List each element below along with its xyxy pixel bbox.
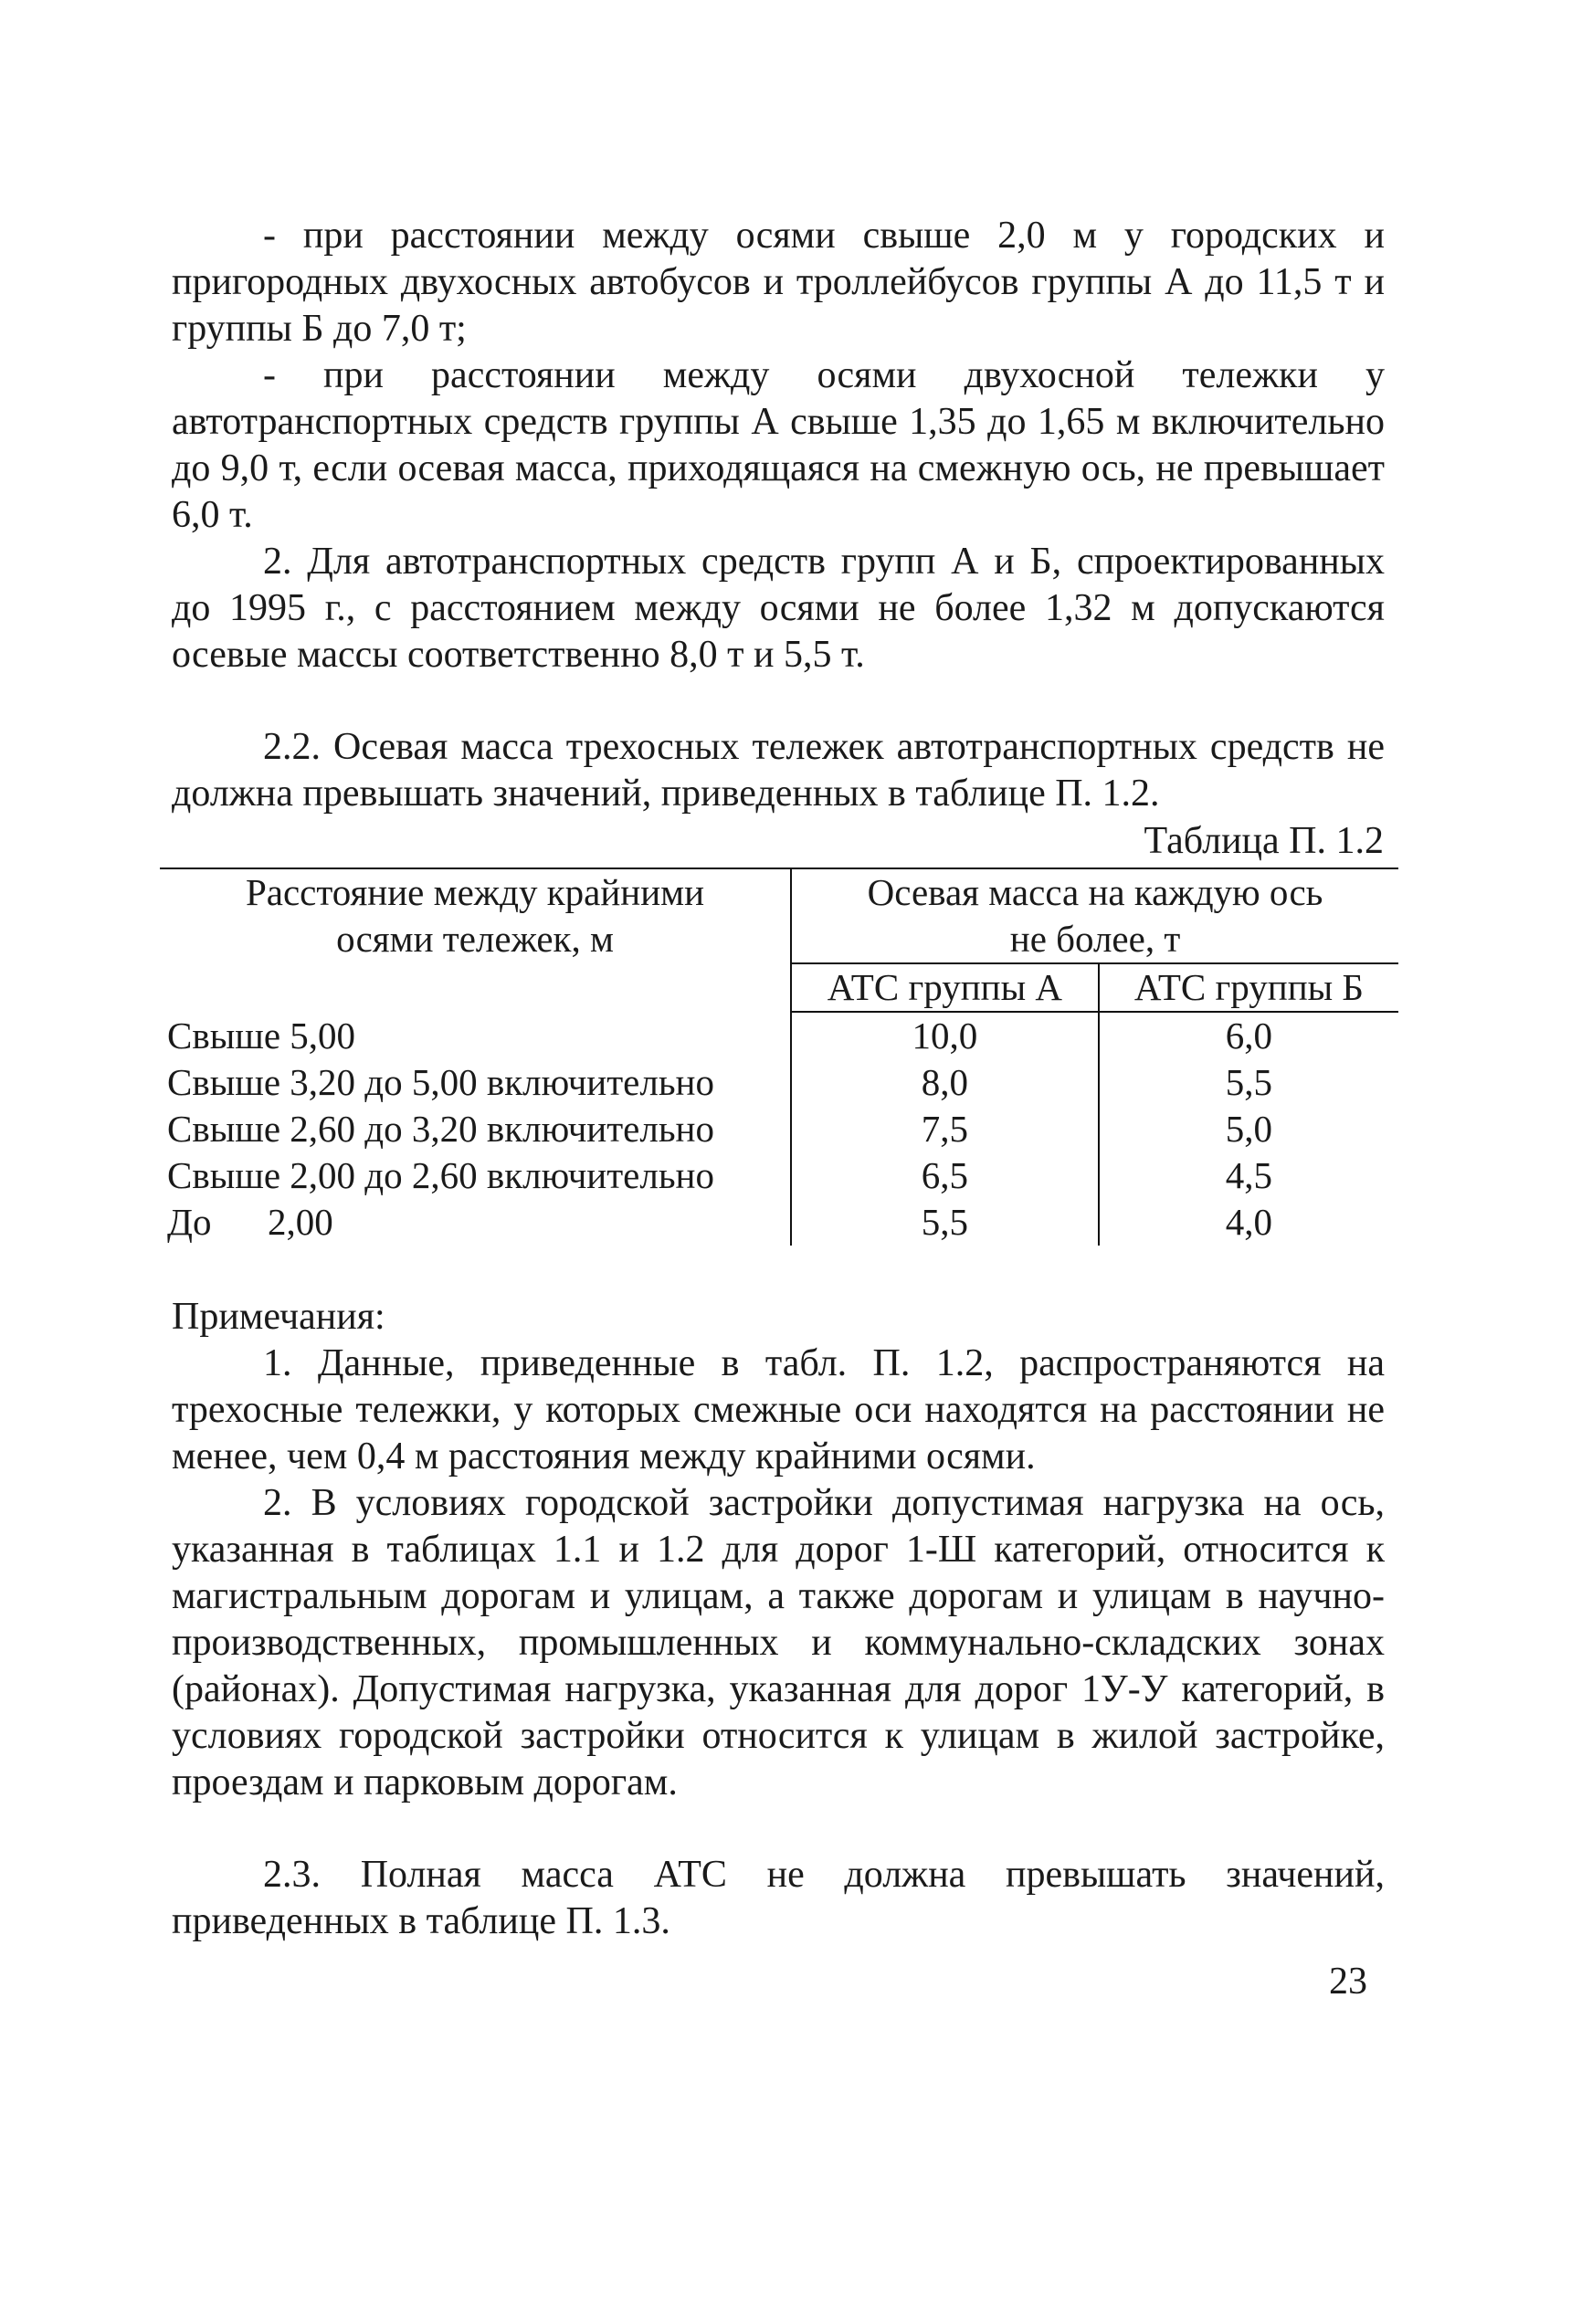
page-number: 23 bbox=[1329, 1961, 1367, 2003]
cell-distance: До 2,00 bbox=[160, 1199, 791, 1246]
cell-group-b: 5,5 bbox=[1225, 1061, 1273, 1103]
cell-distance: Свыше 2,00 до 2,60 включительно bbox=[160, 1152, 791, 1199]
table-row bbox=[160, 1059, 1398, 1106]
header-mass-line-2: не более, т bbox=[1009, 918, 1181, 960]
header-group-a: АТС группы А bbox=[791, 963, 1099, 1012]
table-header-row bbox=[160, 868, 1398, 963]
table-caption: Таблица П. 1.2 bbox=[1144, 820, 1384, 862]
header-group-b: АТС группы Б bbox=[1099, 963, 1398, 1012]
note-pre-1995-vehicles: 2. Для автотранспортных средств групп А и Б, спроектированных до 1995 г., с расстоянием между осями не более 1,32 м допускаются осевые массы соответственно 8,0 т и 5,5 т. bbox=[172, 541, 1385, 676]
header-mass-line-1: Осевая масса на каждую ось bbox=[867, 871, 1323, 913]
header-distance bbox=[160, 868, 791, 1012]
section-2-2-paragraph: 2.2. Осевая масса трехосных тележек автотранспортных средств не должна превышать значений, приведенных в таблице П. 1.2. bbox=[172, 726, 1385, 815]
bullet-axle-distance-buses: - при расстоянии между осями свыше 2,0 м у городских и пригородных двухосных автобусов и троллейбусов группы А до 11,5 т и группы Б до 7,0 т; bbox=[172, 215, 1385, 350]
cell-group-a: 8,0 bbox=[791, 1059, 1099, 1106]
note-2: 2. В условиях городской застройки допустимая нагрузка на ось, указанная в таблицах 1.1 и 1.2 для дорог 1-Ш категорий, относится к магистральным дорогам и улицам, а также дорогам и улицам в научно-производственных, промышленных и коммунально-складских зонах (районах). Допустимая нагрузка, указанная для дорог 1У-У категорий, в условиях городской застройки относится к улицам в жилой застройке, проездам и парковым дорогам. bbox=[172, 1482, 1385, 1803]
notes-block bbox=[172, 1294, 1385, 1945]
cell-group-b: 5,0 bbox=[1225, 1108, 1273, 1150]
header-distance-line-2: осями тележек, м bbox=[336, 918, 614, 960]
table-row bbox=[160, 1152, 1398, 1199]
cell-distance: Свыше 3,20 до 5,00 включительно bbox=[160, 1059, 791, 1106]
cell-distance: Свыше 5,00 bbox=[160, 1012, 791, 1059]
intro-block bbox=[172, 213, 1385, 817]
bullet-twin-bogie: - при расстоянии между осями двухосной тележки у автотранспортных средств группы А свыше 1,35 до 1,65 м включительно до 9,0 т, если осевая масса, приходящаяся на смежную ось, не превышает 6,0 т. bbox=[172, 354, 1385, 536]
cell-group-a: 7,5 bbox=[791, 1106, 1099, 1152]
cell-group-b: 4,0 bbox=[1225, 1201, 1273, 1243]
header-distance-line-1: Расстояние между крайними bbox=[245, 871, 705, 913]
table-row bbox=[160, 1012, 1398, 1059]
cell-group-a: 6,5 bbox=[791, 1152, 1099, 1199]
table-row bbox=[160, 1106, 1398, 1152]
axle-mass-table bbox=[160, 868, 1398, 1246]
cell-group-b: 6,0 bbox=[1225, 1015, 1273, 1057]
table-row bbox=[160, 1199, 1398, 1246]
cell-group-a: 10,0 bbox=[791, 1012, 1099, 1059]
cell-group-a: 5,5 bbox=[791, 1199, 1099, 1246]
cell-group-b: 4,5 bbox=[1225, 1154, 1273, 1196]
cell-distance: Свыше 2,60 до 3,20 включительно bbox=[160, 1106, 791, 1152]
section-2-3-paragraph: 2.3. Полная масса АТС не должна превышать значений, приведенных в таблице П. 1.3. bbox=[172, 1854, 1385, 1942]
notes-title: Примечания: bbox=[172, 1296, 385, 1338]
note-1: 1. Данные, приведенные в табл. П. 1.2, распространяются на трехосные тележки, у которых смежные оси находятся на расстоянии не менее, чем 0,4 м расстояния между крайними осями. bbox=[172, 1342, 1385, 1477]
header-axle-mass bbox=[791, 868, 1398, 963]
